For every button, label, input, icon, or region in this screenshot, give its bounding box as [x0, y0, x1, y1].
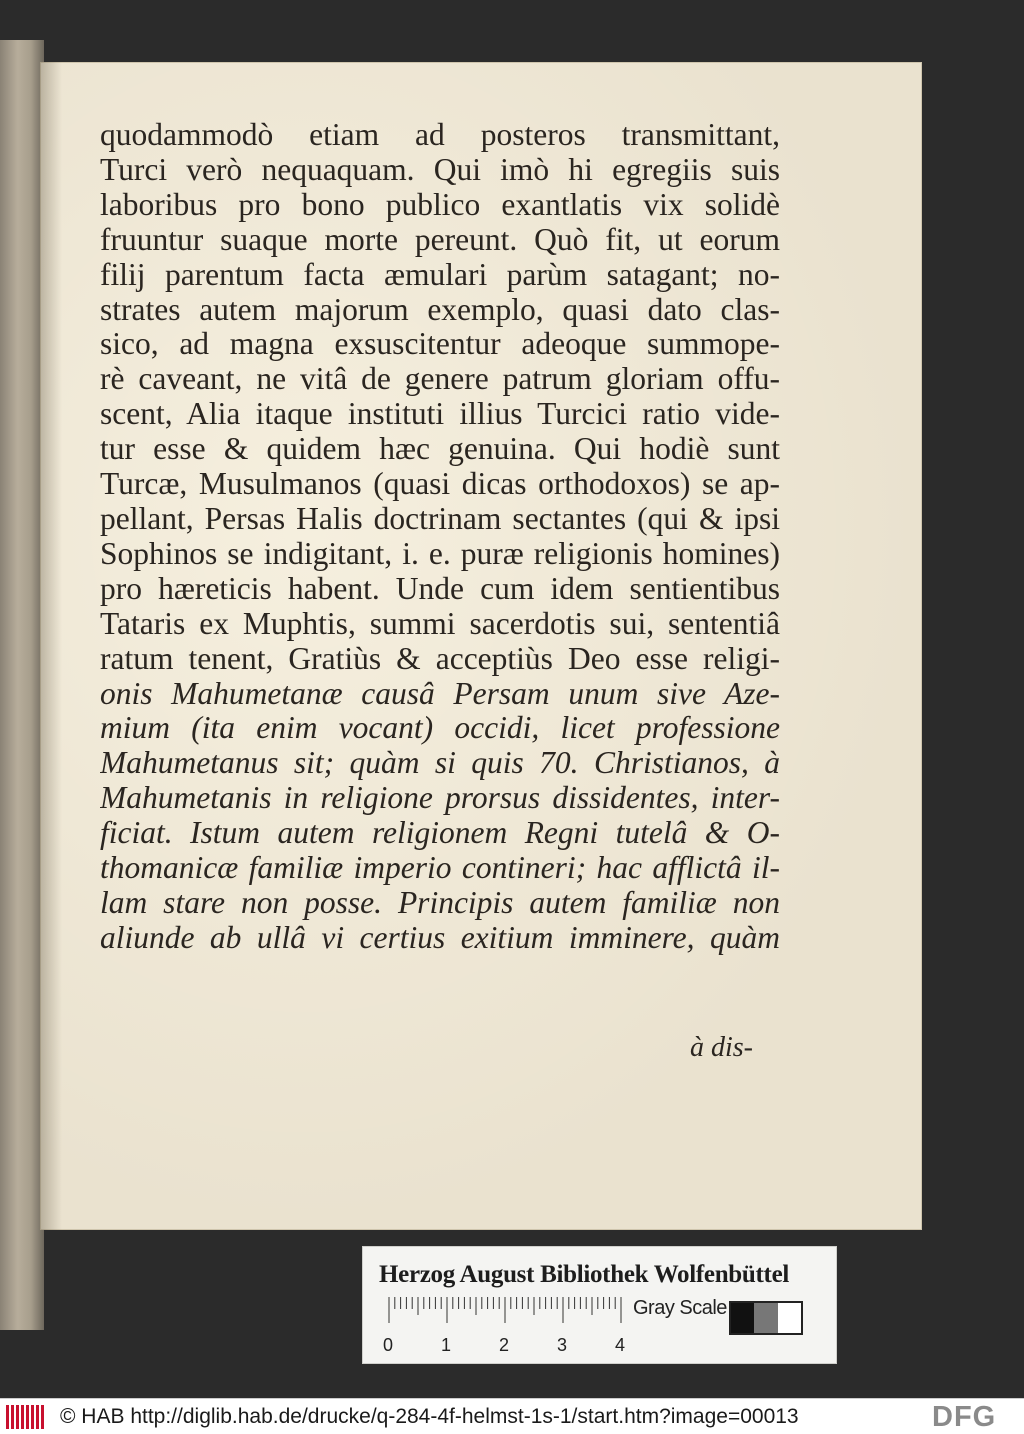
text-line: onis Mahumetanæ causâ Persam unum sive Aze- — [100, 676, 780, 711]
text-line: Tataris ex Muphtis, summi sacerdotis sui, sententiâ — [100, 606, 780, 641]
ruler-number: 1 — [441, 1335, 452, 1355]
gray-scale-swatch — [729, 1301, 803, 1335]
text-line: sico, ad magna exsuscitentur adeoque summope- — [100, 327, 780, 362]
text-line: rè caveant, ne vitâ de genere patrum gloriam offu- — [100, 362, 780, 397]
source-link[interactable]: © HAB http://diglib.hab.de/drucke/q-284-4f-helmst-1s-1/start.htm?image=00013 — [60, 1405, 799, 1428]
library-name: Herzog August Bibliothek Wolfenbüttel — [379, 1261, 790, 1288]
text-line: pellant, Persas Halis doctrinam sectantes (qui & ipsi — [100, 501, 780, 536]
catchword: à dis- — [690, 1032, 753, 1063]
facing-page-edge — [0, 40, 44, 1330]
text-line: scent, Alia itaque instituti illius Turcici ratio vide- — [100, 397, 780, 432]
ruler-number: 4 — [615, 1335, 626, 1355]
scale-ruler — [387, 1297, 627, 1325]
text-line: laboribus pro bono publico exantlatis vix solidè — [100, 187, 780, 222]
text-line: fruuntur suaque morte pereunt. Quò fit, ut eorum — [100, 222, 780, 257]
text-line: thomanicæ familiæ imperio contineri; hac afflictâ il- — [100, 851, 780, 886]
text-line: Mahumetanis in religione prorsus dissidentes, inter- — [100, 781, 780, 816]
text-line: strates autem majorum exemplo, quasi dato clas- — [100, 292, 780, 327]
text-line: Sophinos se indigitant, i. e. puræ religionis homines) — [100, 536, 780, 571]
text-line: Turcæ, Musulmanos (quasi dicas orthodoxos) se ap- — [100, 467, 780, 502]
library-color-card — [362, 1246, 837, 1364]
text-line: quodammodò etiam ad posteros transmittant, — [100, 118, 780, 152]
ruler-number: 2 — [499, 1335, 510, 1355]
text-line: tur esse & quidem hæc genuina. Qui hodiè sunt — [100, 432, 780, 467]
text-line: mium (ita enim vocant) occidi, licet professione — [100, 711, 780, 746]
viewer-footer — [0, 1398, 1024, 1434]
text-line: ratum tenent, Gratiùs & acceptiùs Deo esse religi- — [100, 641, 780, 676]
text-line: lam stare non posse. Principis autem familiæ non — [100, 885, 780, 920]
text-line: aliunde ab ullâ vi certius exitium imminere, quàm — [100, 920, 780, 955]
dfg-logo: DFG — [932, 1401, 997, 1433]
hab-logo-icon — [6, 1405, 46, 1429]
text-line: Turci verò nequaquam. Qui imò hi egregiis suis — [100, 152, 780, 187]
ruler-number: 0 — [383, 1335, 394, 1355]
ruler-number: 3 — [557, 1335, 568, 1355]
text-line: ficiat. Istum autem religionem Regni tutelâ & O- — [100, 816, 780, 851]
page-gutter-shadow — [40, 62, 62, 1230]
page-text-block — [100, 118, 780, 956]
text-line: pro hæreticis habent. Unde cum idem sentientibus — [100, 571, 780, 606]
text-line: filij parentum facta æmulari parùm satagant; no- — [100, 257, 780, 292]
text-line: Mahumetanus sit; quàm si quis 70. Christianos, à — [100, 746, 780, 781]
gray-scale-label: Gray Scale — [633, 1297, 727, 1319]
